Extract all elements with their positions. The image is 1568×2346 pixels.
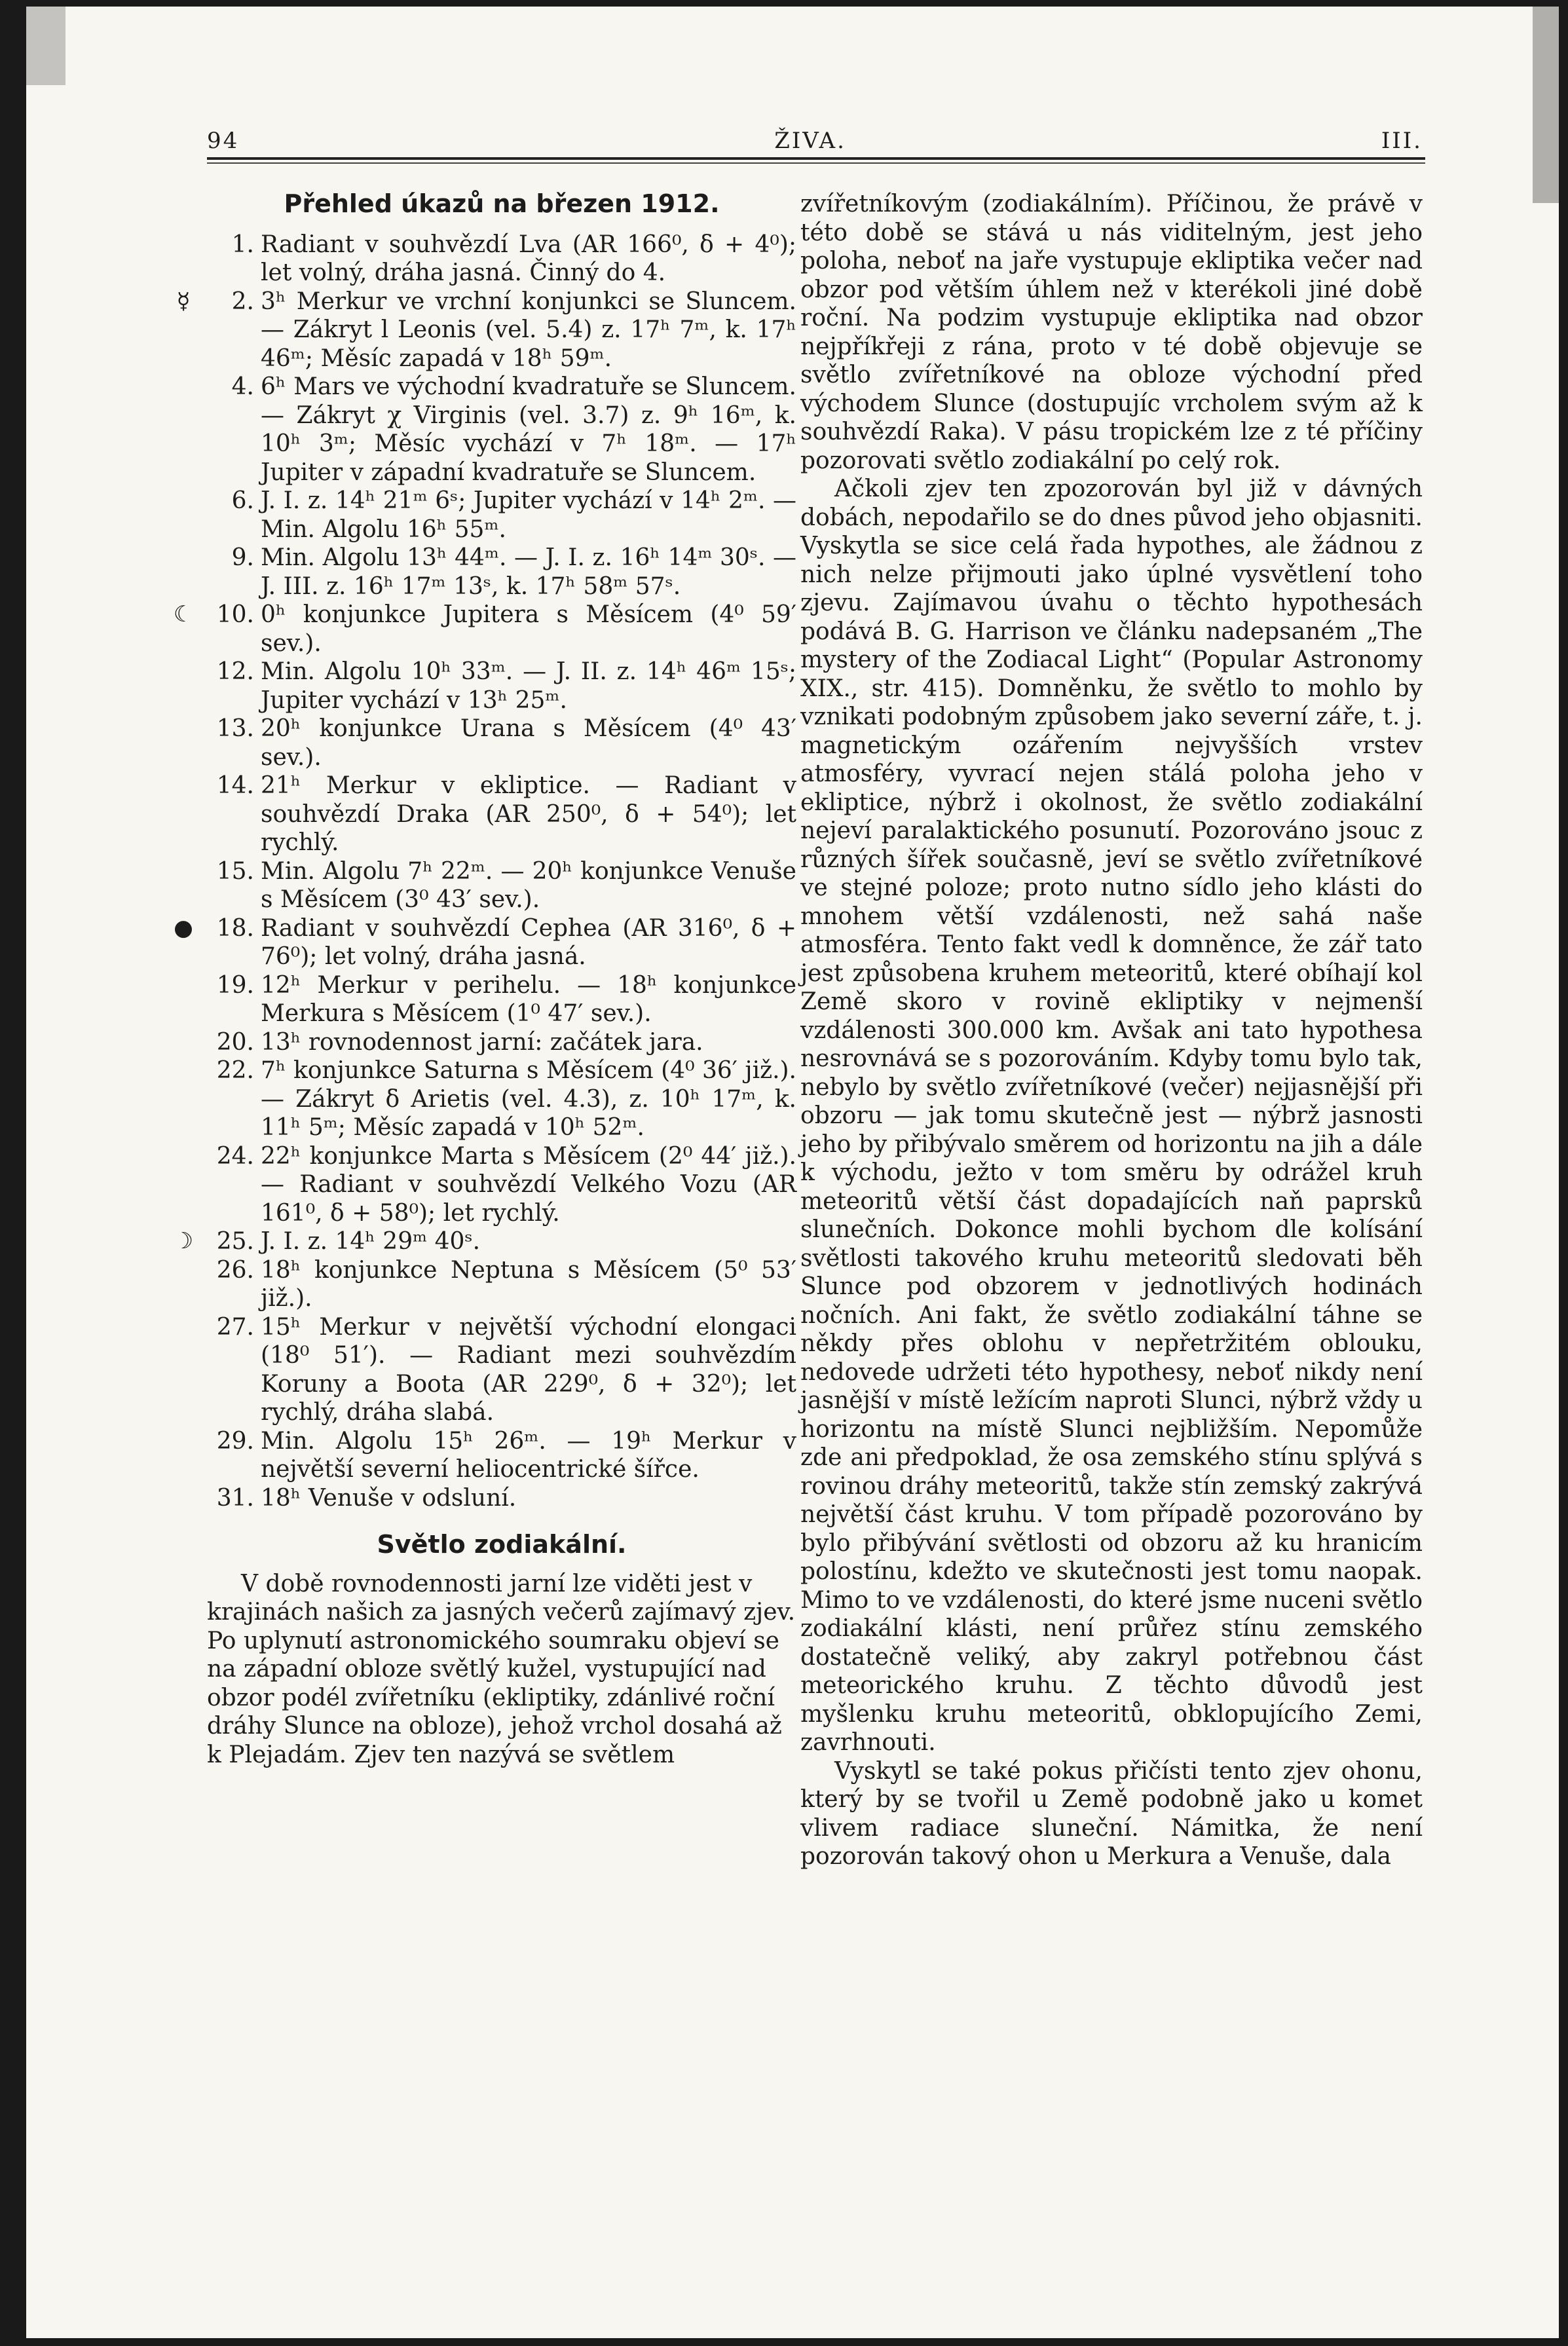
moon-phase-icon: ☾ [173,601,194,627]
entry-text: Min. Algolu 10ʰ 33ᵐ. — J. II. z. 14ʰ 46ᵐ 15ˢ; Jupiter vychází v 13ʰ 25ᵐ. [261,658,796,714]
schedule-entry [207,1313,796,1427]
schedule-entry [173,1227,796,1256]
schedule-entry [207,772,796,857]
header-rule-thin [207,162,1425,164]
entry-text: 20ʰ konjunkce Urana s Měsícem (4⁰ 43′ sev.). [261,715,796,771]
schedule-entry [207,487,796,544]
entry-day: 25. [216,1228,254,1255]
entry-day: 19. [216,971,254,999]
entry-day: 18. [216,914,254,942]
header-rule [207,157,1425,160]
entry-day: 31. [216,1484,254,1512]
entry-day: 13. [216,715,254,742]
moon-phase-icon: ● [174,914,193,941]
section-title: Světlo zodiakální. [377,1530,627,1559]
schedule-entry [174,914,796,971]
entry-text: 22ʰ konjunkce Marta s Měsícem (2⁰ 44′ již.). — Radiant v souhvězdí Velkého Vozu (AR 161⁰, δ + 58⁰); let rychlý. [261,1142,796,1227]
schedule-entry [207,1256,796,1313]
schedule-entry [207,1427,796,1484]
moon-phase-icon: ☿ [176,288,191,314]
schedule-entry [207,373,796,487]
entry-day: 2. [231,288,254,315]
entry-day: 4. [231,373,254,400]
schedule-list [173,231,796,1513]
entry-text: 18ʰ Venuše v odsluní. [261,1484,517,1512]
journal-title: ŽIVA. [774,128,846,154]
entry-day: 27. [216,1313,254,1341]
entry-text: J. I. z. 14ʰ 21ᵐ 6ˢ; Jupiter vychází v 14ʰ 2ᵐ. — Min. Algolu 16ʰ 55ᵐ. [261,487,796,543]
entry-text: Radiant v souhvězdí Lva (AR 166⁰, δ + 4⁰); let volný, dráha jasná. Činný do 4. [261,231,796,286]
page-number: 94 [207,128,240,154]
running-header [207,115,1423,154]
entry-text: Min. Algolu 7ʰ 22ᵐ. — 20ʰ konjunkce Venuše s Měsícem (3⁰ 43′ sev.). [261,857,796,913]
schedule-entry [207,715,796,772]
schedule-entry [207,231,796,288]
entry-text: 18ʰ konjunkce Neptuna s Měsícem (5⁰ 53′ již.). [261,1256,796,1312]
scan-smudge [26,7,65,85]
volume-number: III. [1381,128,1423,154]
entry-text: 12ʰ Merkur v perihelu. — 18ʰ konjunkce Merkura s Měsícem (1⁰ 47′ sev.). [261,971,796,1027]
schedule-entry [207,658,796,715]
schedule-entry [207,1056,796,1142]
entry-day: 26. [216,1256,254,1284]
entry-day: 14. [216,772,254,799]
left-column [173,189,796,1769]
entry-text: 7ʰ konjunkce Saturna s Měsícem (4⁰ 36′ již.). — Zákryt δ Arietis (vel. 4.3), z. 10ʰ 17ᵐ, k. 11ʰ 5ᵐ; Měsíc zapadá v 10ʰ 52ᵐ. [261,1057,796,1141]
entry-text: Min. Algolu 15ʰ 26ᵐ. — 19ʰ Merkur v největší severní heliocentrické šířce. [261,1427,796,1483]
entry-text: 13ʰ rovnodennost jarní: začátek jara. [261,1028,703,1056]
schedule-entry [207,1142,796,1228]
schedule-entry [207,857,796,914]
right-column [800,190,1423,1871]
schedule-entry [207,1484,796,1513]
paragraph-3: Vyskytl se také pokus přičísti tento zjev ohonu, který by se tvořil u Země podobně jako u komet vlivem radiace sluneční. Námitka, že není pozorován takový ohon u Merkura a Venuše, dala [800,1757,1423,1870]
entry-day: 9. [231,544,254,571]
paragraph-1: zvířetníkovým (zodiakálním). Příčinou, že právě v této době se stává u nás viditelným, jest jeho poloha, neboť na jaře vystupuje ekliptika večer nad obzor pod větším úhlem než v kterékoli jiné době roční. Na podzim vystupuje ekliptika nad obzor nejpříkřeji z rána, proto v té době objevuje se světlo zvířetníkové na obloze východní před východem Slunce (dostupujíc vrcholem svým až k souhvězdí Raka). V pásu tropickém lze z té příčiny pozorovati světlo zodiakální po celý rok. [800,191,1423,474]
paragraph-2: Ačkoli zjev ten zpozorován byl již v dávných dobách, nepodařilo se do dnes původ jeho objasniti. Vyskytla se sice celá řada hypothes, ale žádnou z nich nelze přijmouti jako úplné vysvětlení toho zjevu. Zajímavou úvahu o těchto hypothesách podává B. G. Harrison ve článku nadepsaném „The mystery of the Zodiacal Light“ (Popular Astronomy XIX., str. 415). Domněnku, že světlo to mohlo by vznikati podobným způsobem jako severní záře, t. j. magnetickým ozářením nejvyšších vrstev atmosféry, vyvrací nejen stálá poloha jeho v ekliptice, nýbrž i okolnost, že světlo zodiakální nejeví paralaktického posunutí. Pozorováno jsouc z různých šířek současně, jeví se světlo zvířetníkové ve stejné poloze; proto nutno sídlo jeho klásti do mnohem větší vzdálenosti, než sahá naše atmosféra. Tento fakt vedl k domněnce, že zář tato jest způsobena kruhem meteoritů, které obíhají kol Země skoro v rovině ekliptiky v nejmenší vzdálenosti 300.000 km. Avšak ani tato hypothesa nesrovnává se s pozorováním. Kdyby tomu bylo tak, nebylo by světlo zvířetníkové (večer) nejjasnější při obzoru — jak tomu skutečně jest — nýbrž jasnosti jeho by přibývalo směrem od horizontu na jih a dále k východu, ježto v tom směru by odrážel kruh meteoritů větší část dopadajících naň paprsků slunečních. Dokonce mohli bychom dle kolísání světlosti takového kruhu meteoritů sledovati běh Slunce pod obzorem v jednotlivých hodinách nočních. Ani fakt, že světlo zodiakální táhne se někdy přes oblohu v nepřetržitém oblouku, nedovede udržeti této hypothesy, neboť nikdy není jasnější v místě ležícím naproti Slunci, nýbrž vždy u horizontu na místě Slunci nejbližším. Nepomůže zde ani předpoklad, že osa zemského stínu splývá s rovinou dráhy meteoritů, takže stín zemský zakrývá největší část kruhu. V tom případě pozorováno by bylo přibývání světlosti od obzoru až ku hranicím polostínu, kdežto ve skutečnosti jest tomu naopak. Mimo to ve vzdálenosti, do které jsme nuceni světlo zodiakální klásti, není průřez stínu zemského dostatečně veliký, aby zakryl potřebnou část meteorického kruhu. Z těchto důvodů jest myšlenku kruhu meteoritů, obklopujícího Zemi, zavrhnouti. [800,475,1423,1756]
entry-text: 0ʰ konjunkce Jupitera s Měsícem (4⁰ 59′ sev.). [261,601,796,657]
entry-text: 21ʰ Merkur v ekliptice. — Radiant v souhvězdí Draka (AR 250⁰, δ + 54⁰); let rychlý. [261,772,796,856]
schedule-title: Přehled úkazů na březen 1912. [284,189,720,218]
entry-text: J. I. z. 14ʰ 29ᵐ 40ˢ. [261,1228,481,1255]
schedule-entry [173,601,796,658]
entry-text: Radiant v souhvězdí Cephea (AR 316⁰, δ + 76⁰); let volný, dráha jasná. [261,914,796,970]
entry-text: 15ʰ Merkur v největší východní elongaci (18⁰ 51′). — Radiant mezi souhvězdím Koruny a Boota (AR 229⁰, δ + 32⁰); let rychlý, dráha slabá. [261,1313,796,1426]
schedule-entry [207,971,796,1028]
scan-smudge [1533,7,1559,203]
entry-text: Min. Algolu 13ʰ 44ᵐ. — J. I. z. 16ʰ 14ᵐ 30ˢ. — J. III. z. 16ʰ 17ᵐ 13ˢ, k. 17ʰ 58ᵐ 57ˢ. [261,544,796,600]
schedule-entry [207,1028,796,1057]
schedule-entry [207,544,796,601]
entry-day: 6. [231,487,254,514]
entry-text: 6ʰ Mars ve východní kvadratuře se Sluncem. — Zákryt χ Virginis (vel. 3.7) z. 9ʰ 16ᵐ, k. 10ʰ 3ᵐ; Měsíc vychází v 7ʰ 18ᵐ. — 17ʰ Jupiter v západní kvadratuře se Sluncem. [261,373,796,486]
entry-day: 24. [216,1142,254,1170]
entry-day: 20. [216,1028,254,1056]
section-paragraph: V době rovnodennosti jarní lze viděti jest v krajinách našich za jasných večerů zajímavý zjev. Po uplynutí astronomického soumraku objeví se na západní obloze světlý kužel, vystupující nad obzor podél zvířetníku (ekliptiky, zdánlivé roční dráhy Slunce na obloze), jehož vrchol dosahá až k Plejadám. Zjev ten nazývá se světlem [207,1570,796,1768]
moon-phase-icon: ☽ [173,1228,194,1254]
entry-day: 15. [216,857,254,885]
entry-day: 22. [216,1057,254,1084]
entry-day: 10. [216,601,254,628]
entry-day: 1. [231,231,254,258]
entry-text: 3ʰ Merkur ve vrchní konjunkci se Sluncem. — Zákryt l Leonis (vel. 5.4) z. 17ʰ 7ᵐ, k. 17ʰ 46ᵐ; Měsíc zapadá v 18ʰ 59ᵐ. [261,288,796,372]
entry-day: 12. [216,658,254,685]
entry-day: 29. [216,1427,254,1455]
schedule-entry [176,288,796,373]
